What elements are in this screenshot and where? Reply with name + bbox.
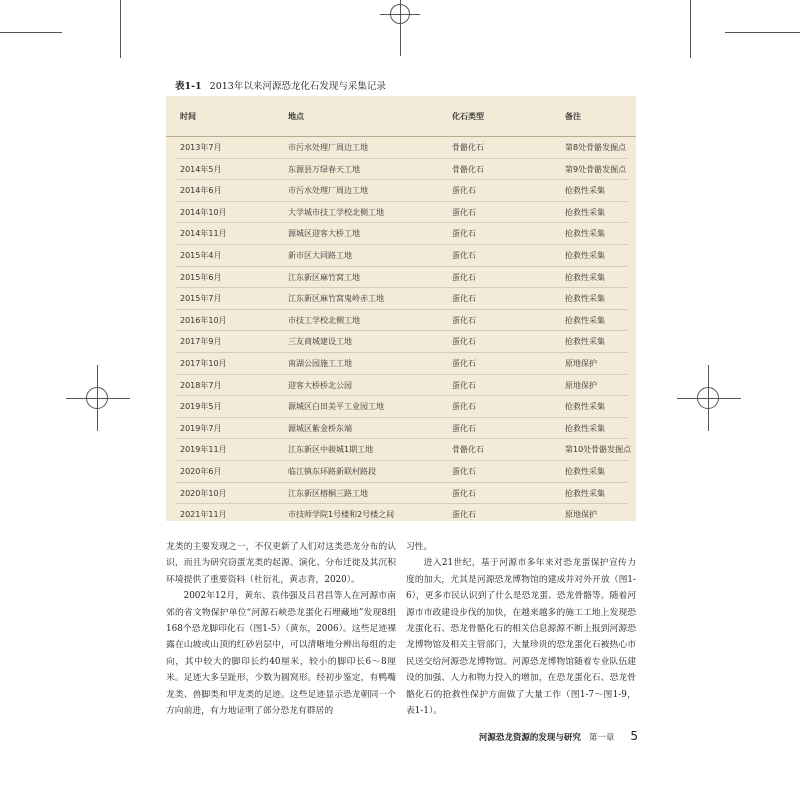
cell-fossil-type: 骨骼化石 [452, 143, 484, 152]
cell-location: 源城区迎客大桥工地 [288, 229, 360, 239]
cell-location: 东源县万绿春天工地 [288, 164, 360, 174]
cell-time: 2015年7月 [180, 294, 222, 304]
cell-location: 江东新区麻竹窝鬼岭赤工地 [288, 294, 384, 304]
table-row [176, 396, 628, 418]
cell-time: 2020年6月 [180, 467, 222, 476]
header-time: 时间 [180, 112, 196, 121]
cell-note: 抢救性采集 [565, 186, 605, 196]
table-row [176, 159, 628, 181]
cell-fossil-type: 蛋化石 [452, 315, 476, 325]
cell-time: 2020年10月 [180, 488, 227, 498]
header-fossil-type: 化石类型 [452, 112, 484, 121]
cell-location: 市技工学校北侧工地 [288, 315, 360, 325]
cell-time: 2014年10月 [180, 207, 227, 217]
cell-fossil-type: 蛋化石 [452, 488, 476, 498]
cell-note: 抢救性采集 [565, 337, 605, 347]
table-caption [175, 78, 386, 92]
table-title: 2013年以来河源恐龙化石发现与采集记录 [209, 81, 386, 92]
running-book-title: 河源恐龙资源的发现与研究 [478, 733, 581, 743]
cell-location: 三友商城建设工地 [288, 337, 352, 347]
table-row [176, 331, 628, 353]
cell-note: 抢救性采集 [565, 229, 605, 239]
cell-time: 2019年11月 [180, 445, 227, 455]
cell-time: 2018年7月 [180, 380, 222, 390]
cell-time: 2014年6月 [180, 186, 222, 196]
cell-fossil-type: 蛋化石 [452, 229, 476, 239]
cell-time: 2019年5月 [180, 402, 222, 412]
fossil-record-table [166, 96, 636, 521]
table-row [176, 202, 628, 224]
cell-note: 第9处骨骼发掘点 [565, 164, 627, 174]
table-number: 表1-1 [175, 81, 202, 92]
cell-note: 原地保护 [565, 380, 597, 390]
cell-note: 抢救性采集 [565, 294, 605, 304]
running-chapter: 第一章 [588, 733, 615, 743]
cell-location: 临江镇东环路新联村路段 [288, 467, 376, 476]
cell-note: 原地保护 [565, 359, 597, 368]
header-note: 备注 [565, 112, 581, 121]
table-row [176, 461, 628, 483]
cell-note: 抢救性采集 [565, 402, 605, 412]
cell-fossil-type: 蛋化石 [452, 467, 476, 476]
cell-note: 抢救性采集 [565, 423, 605, 433]
cell-time: 2015年6月 [180, 272, 222, 282]
cell-location: 大学城市技工学校北侧工地 [288, 207, 384, 217]
cell-location: 新市区大同路工地 [288, 251, 352, 260]
cell-fossil-type: 蛋化石 [452, 359, 476, 368]
cell-fossil-type: 蛋化石 [452, 423, 476, 433]
page-footer [479, 729, 638, 743]
cell-time: 2016年10月 [180, 315, 227, 325]
cell-location: 市技师学院1号楼和2号楼之间 [288, 510, 395, 520]
cell-fossil-type: 蛋化石 [452, 272, 476, 282]
cell-time: 2017年10月 [180, 359, 227, 368]
body-column-right [406, 539, 636, 719]
cell-time: 2017年9月 [180, 337, 222, 347]
cell-location: 江东新区中骏城1期工地 [288, 445, 374, 455]
cell-note: 抢救性采集 [565, 467, 605, 476]
cell-location: 江东新区麻竹窝工地 [288, 272, 360, 282]
cell-fossil-type: 蛋化石 [452, 402, 476, 412]
cell-fossil-type: 骨骼化石 [452, 445, 484, 455]
cell-location: 源城区紫金桥东端 [288, 423, 352, 433]
table-row [176, 137, 628, 159]
cell-location: 迎客大桥桥北公园 [288, 380, 352, 390]
cell-fossil-type: 蛋化石 [452, 294, 476, 304]
body-paragraph: 进入21世纪，基于河源市多年来对恐龙蛋保护宣传力度的加大，尤其是河源恐龙博物馆的建成并对外开放（图1-6），更多市民认识到了什么是恐龙蛋、恐龙骨骼等。随着河源市市政建设步伐的加快，在越来越多的施工工地上发现恐龙蛋化石、恐龙骨骼化石的相关信息源源不断上报到河源恐龙博物馆及相关主管部门，大量珍贵的恐龙蛋化石被热心市民送交给河源恐龙博物馆。河源恐龙博物馆随着专业队伍建设的加强、人力和物力投入的增加，在恐龙蛋化石、恐龙骨骼化石的抢救性保护方面做了大量工作（图1-7～图1-9，表1-1）。 [406, 558, 636, 717]
table-row [176, 180, 628, 202]
cell-location: 南湖公园施工工地 [288, 359, 352, 368]
cell-fossil-type: 蛋化石 [452, 207, 476, 217]
cell-note: 第8处骨骼发掘点 [565, 143, 627, 152]
cell-note: 抢救性采集 [565, 251, 605, 260]
table-row [176, 245, 628, 267]
page-number: 5 [630, 729, 638, 743]
cell-note: 抢救性采集 [565, 315, 605, 325]
body-paragraph: 2002年12月，黄东、袁伟强及吕君昌等人在河源市南郊的省文物保护单位“河源石峡恐龙蛋化石埋藏地”发现8组168个恐龙脚印化石（图1-5）（黄东，2006）。这些足迹裸露在山坡或山顶的红砂岩层中，可以清晰地分辨出每组的走向，其中较大的脚印长约40厘米，较小的脚印长6～8厘米。足迹大多呈趾形，少数为圆窝形。经初步鉴定，有鸭嘴龙类、兽脚类和甲龙类的足迹。这些足迹显示恐龙朝同一个方向前进，有力地证明了部分恐龙有群居的 [166, 591, 396, 717]
table-row [176, 483, 628, 505]
table-row [176, 504, 628, 526]
cell-time: 2021年11月 [180, 510, 227, 520]
cell-time: 2013年7月 [180, 143, 222, 152]
cell-fossil-type: 蛋化石 [452, 510, 476, 520]
body-column-left [166, 539, 396, 719]
table-row [176, 267, 628, 289]
table-row [176, 288, 628, 310]
cell-fossil-type: 蛋化石 [452, 337, 476, 347]
body-paragraph: 龙类的主要发现之一，不仅更新了人们对这类恐龙分布的认识，而且为研究窃蛋龙类的起源、演化、分布迁徙及其沉积环境提供了重要资料（杜衍礼，黄志青，2020）。 [166, 542, 396, 585]
cell-location: 市污水处理厂周边工地 [288, 143, 368, 152]
cell-note: 抢救性采集 [565, 272, 605, 282]
table-row [176, 439, 632, 461]
cell-time: 2014年11月 [180, 229, 227, 239]
cell-location: 源城区白田美平工业园工地 [288, 402, 384, 412]
cell-time: 2014年5月 [180, 164, 222, 174]
cell-location: 市污水处理厂周边工地 [288, 186, 368, 196]
cell-fossil-type: 蛋化石 [452, 380, 476, 390]
body-paragraph: 习性。 [406, 542, 433, 552]
cell-time: 2015年4月 [180, 251, 222, 260]
cell-time: 2019年7月 [180, 423, 222, 433]
cell-fossil-type: 蛋化石 [452, 186, 476, 196]
cell-note: 第10处骨骼发掘点 [565, 445, 632, 455]
table-row [176, 353, 628, 375]
cell-note: 抢救性采集 [565, 488, 605, 498]
table-row [176, 310, 628, 332]
cell-note: 原地保护 [565, 510, 597, 520]
table-row [176, 375, 628, 397]
cell-note: 抢救性采集 [565, 207, 605, 217]
cell-location: 江东新区榕桐三路工地 [288, 488, 368, 498]
header-location: 地点 [288, 112, 304, 121]
cell-fossil-type: 蛋化石 [452, 251, 476, 260]
cell-fossil-type: 骨骼化石 [452, 164, 484, 174]
table-row [176, 418, 628, 440]
table-header [166, 96, 636, 137]
table-row [176, 223, 628, 245]
